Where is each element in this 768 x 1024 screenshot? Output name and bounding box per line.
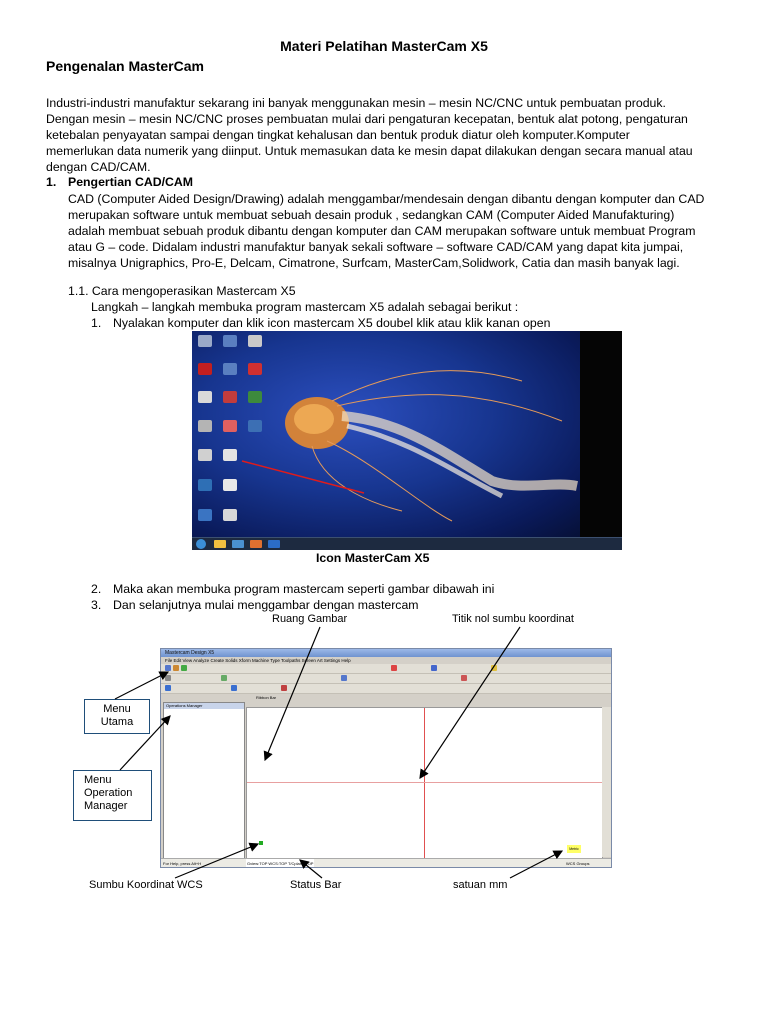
- status-help-text: For Help, press Alt+H: [163, 861, 202, 866]
- arrow-satuan-mm: [510, 851, 562, 878]
- callout-line: Manager: [84, 800, 128, 812]
- intro-line: Dengan mesin – mesin NC/CNC proses pembuatan mulai dari pengaturan kecepatan, bentuk alat potong, pengaturan: [46, 112, 688, 126]
- subsection-title: 1.1. Cara mengoperasikan Mastercam X5: [68, 284, 296, 298]
- section1-line: atau G – code. Didalam industri manufaktur banyak sekali software – software CAD/CAM yang dapat kita jumpai,: [68, 240, 684, 254]
- ribbon-bar[interactable]: Ribbon Bar: [256, 695, 277, 700]
- arrow-ruang-gambar: [265, 627, 320, 760]
- step1-text: Nyalakan komputer dan klik icon mastercam X5 doubel klik atau klik kanan open: [113, 316, 551, 330]
- arrow-menu-utama: [115, 672, 168, 699]
- step1-number: 1.: [91, 316, 102, 330]
- arrow-operation-manager: [120, 716, 170, 770]
- intro-line: dengan CAD/CAM.: [46, 160, 151, 174]
- sumbu-wcs-label: Sumbu Koordinat WCS: [89, 879, 203, 891]
- status-gview[interactable]: Gview:TOP WCS:TOP T/Cplane:TOP: [247, 861, 314, 866]
- section1-line: adalah membuat sebuah produk dibantu dengan komputer dan CAM merupakan software untuk membuat Program: [68, 224, 696, 238]
- status-wcs-groups[interactable]: WCS Groups: [566, 861, 590, 866]
- step3-text: Dan selanjutnya mulai menggambar dengan mastercam: [113, 598, 419, 612]
- intro-line: Industri-industri manufaktur sekarang ini banyak menggunakan mesin – mesin NC/CNC untuk pembuatan produk.: [46, 96, 666, 110]
- section1-number: 1.: [46, 175, 57, 189]
- step2-number: 2.: [91, 582, 102, 596]
- step3-number: 3.: [91, 598, 102, 612]
- mastercam-title-bar: Mastercam Design X5: [161, 649, 611, 657]
- intro-line: memerlukan data numerik yang diinput. Untuk memasukan data ke mesin dapat dilakukan dengan secara manual atau: [46, 144, 693, 158]
- intro-line: ketebalan penyayatan sampai dengan tingkat kehalusan dan bentuk produk diatur oleh komputer.Komputer: [46, 128, 630, 142]
- titik-nol-label: Titik nol sumbu koordinat: [452, 613, 574, 625]
- document-subtitle: Pengenalan MasterCam: [46, 58, 204, 74]
- ops-manager-header: Operations Manager: [164, 703, 244, 709]
- callout-line: Menu: [84, 774, 112, 786]
- status-bar-label: Status Bar: [290, 879, 342, 891]
- units-badge: Metric: [567, 845, 581, 853]
- section1-title: Pengertian CAD/CAM: [68, 175, 194, 189]
- steps-intro: Langkah – langkah membuka program mastercam X5 adalah sebagai berikut :: [91, 300, 519, 314]
- section1-line: CAD (Computer Aided Design/Drawing) adalah menggambar/mendesain dengan dibantu dengan komputer dan CAD: [68, 192, 705, 206]
- callout-line: Menu: [103, 703, 131, 715]
- arrow-sumbu-wcs: [175, 844, 258, 878]
- ruang-gambar-label: Ruang Gambar: [272, 613, 348, 625]
- mastercam-menu-bar[interactable]: File Edit View Analyze Create Solids Xform Machine Type Toolpaths Screen Art Settings Help: [165, 658, 351, 663]
- document-title: Materi Pelatihan MasterCam X5: [280, 38, 488, 54]
- arrow-titik-nol: [420, 627, 520, 778]
- step2-text: Maka akan membuka program mastercam seperti gambar dibawah ini: [113, 582, 495, 596]
- section1-line: merupakan software untuk membuat sebuah desain produk , sedangkan CAM (Computer Aided Manufakturing): [68, 208, 675, 222]
- callout-line: Operation: [84, 787, 133, 799]
- callout-line: Utama: [100, 716, 134, 728]
- desktop-caption: Icon MasterCam X5: [316, 551, 430, 565]
- section1-line: misalnya Unigraphics, Pro-E, Delcam, Cimatrone, Surfcam, MasterCam,Solidwork, Catia dan masih banyak lagi.: [68, 256, 680, 270]
- arrow-status-bar: [300, 860, 322, 878]
- satuan-mm-label: satuan mm: [453, 879, 508, 891]
